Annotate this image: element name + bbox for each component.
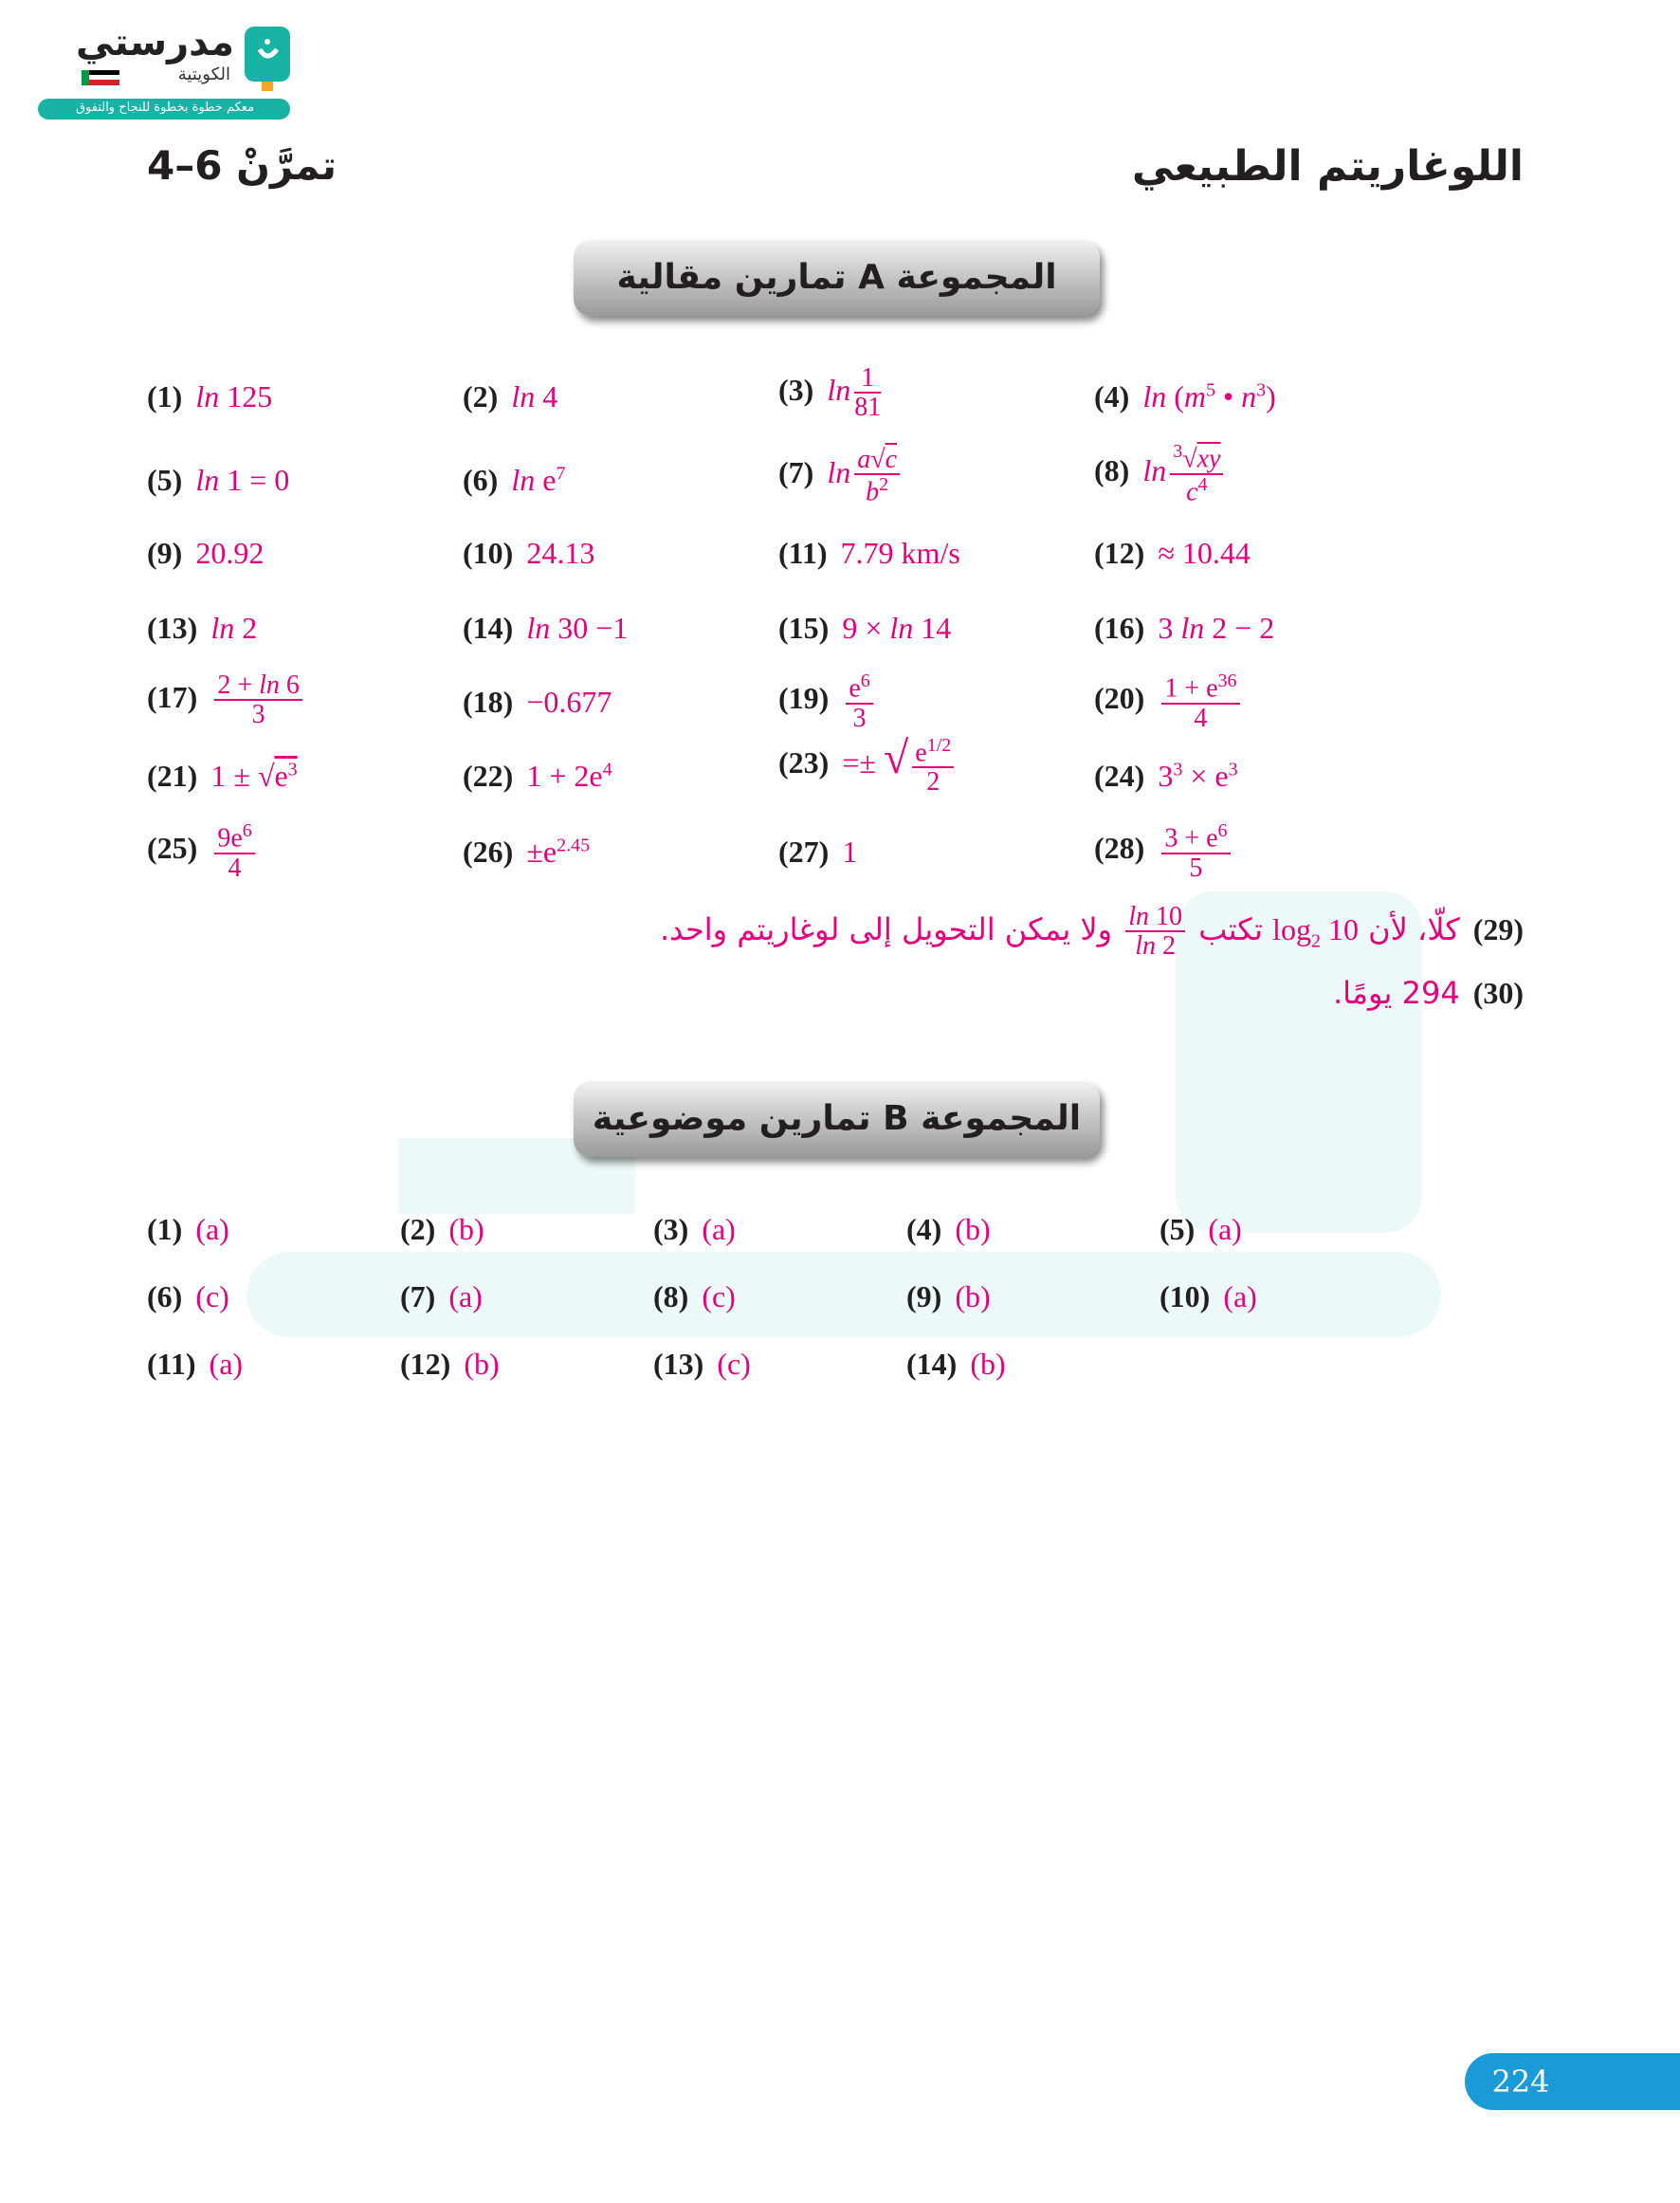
answer-a12: (12) ≈ 10.44 xyxy=(1094,536,1251,570)
answer-a27: (27) 1 xyxy=(778,835,858,869)
answer-a23: (23) =± √ $\frac{e^{1/2}}{2}$ xyxy=(778,732,958,797)
answer-b10: (10) (a) xyxy=(1160,1279,1257,1313)
answer-a4: (4) $\ln (m^5$ • $n^3$) xyxy=(1094,379,1276,413)
brand-tagline: معكم خطوة بخطوة للنجاح والتفوق xyxy=(75,101,255,115)
answer-b6: (6) (c) xyxy=(147,1279,229,1313)
answer-a22: (22) $1 + 2e^4$ xyxy=(463,759,612,793)
answer-b1: (1) (a) xyxy=(147,1212,229,1246)
lesson-title: اللوغاريتم الطبيعي xyxy=(1131,142,1524,191)
answer-a20: (20) $\frac{1 + e^{36}}{4}$ xyxy=(1094,671,1244,732)
answer-a5: (5) ln 1 = 0 xyxy=(147,463,290,497)
brand-sub: الكويتية xyxy=(177,64,230,84)
answer-b14: (14) (b) xyxy=(906,1347,1006,1381)
answer-a25: (25) $\frac{9e^6}{4}$ xyxy=(147,821,259,882)
group-a-banner: المجموعة A تمارين مقالية xyxy=(574,240,1100,316)
answer-a2: (2) ln 4 xyxy=(463,379,558,413)
answer-b9: (9) (b) xyxy=(906,1279,991,1313)
answer-a24: (24) $3^3 \times e^3$ xyxy=(1094,759,1238,793)
brand-name: مدرستي xyxy=(75,21,234,64)
answer-b7: (7) (a) xyxy=(400,1279,483,1313)
answer-b2: (2) (b) xyxy=(400,1212,484,1246)
answer-b5: (5) (a) xyxy=(1160,1212,1242,1246)
answer-b3: (3) (a) xyxy=(653,1212,736,1246)
brand-logo xyxy=(36,21,292,125)
answer-a6: (6) $\ln e^7$ xyxy=(463,463,566,497)
answer-a17: (17) $\frac{2 + \ln 6}{3}$ xyxy=(147,671,306,729)
answer-a18: (18) −0.677 xyxy=(463,685,612,719)
answer-a1: (1) ln 125 xyxy=(147,379,273,413)
answer-b11: (11) (a) xyxy=(147,1347,244,1381)
answer-a28: (28) $\frac{3 + e^6}{5}$ xyxy=(1094,821,1234,882)
answer-a30: (30)294 يومًا. xyxy=(1332,975,1524,1011)
answer-a13: (13) ln 2 xyxy=(147,611,258,645)
answer-a14: (14) ln 30 −1 xyxy=(463,611,629,645)
answer-a15: (15) 9 × ln 14 xyxy=(778,611,952,645)
exercise-label: تمرَّنْ 6–4 xyxy=(147,142,337,189)
answer-a9: (9) 20.92 xyxy=(147,536,265,570)
answer-b4: (4) (b) xyxy=(906,1212,991,1246)
page-number: 224 xyxy=(1491,2064,1550,2100)
answer-a7: (7) ln $\frac{a√c}{b^2}$ xyxy=(778,446,904,506)
answer-a8: (8) ln $\frac{^3√xy}{c^4}$ xyxy=(1094,442,1227,505)
page-number-tab xyxy=(1465,2053,1680,2110)
answer-b12: (12) (b) xyxy=(400,1347,500,1381)
answer-a16: (16) 3 ln 2 − 2 xyxy=(1094,611,1275,645)
answer-b8: (8) (c) xyxy=(653,1279,736,1313)
answer-a3: (3) ln $\frac{1}{81}$ xyxy=(778,363,882,423)
answer-b13: (13) (c) xyxy=(653,1347,751,1381)
group-b-banner: المجموعة B تمارين موضوعية xyxy=(574,1081,1100,1157)
answer-a19: (19) $\frac{e^6}{3}$ xyxy=(778,671,877,732)
answer-a10: (10) 24.13 xyxy=(463,536,595,570)
answer-a26: $(26) \pm e^{2.45}$ xyxy=(463,835,591,869)
answer-a29: (29)كلّا، لأن $\log_2 10$ تكتب $\frac{\ln 10}{\ln 2}$ ولا يمكن التحويل إلى لوغاريتم واحد. xyxy=(659,902,1524,962)
answer-a11: (11) 7.79 km/s xyxy=(778,536,960,570)
answer-a21: (21) $1 \pm √e^3$ xyxy=(147,759,298,793)
